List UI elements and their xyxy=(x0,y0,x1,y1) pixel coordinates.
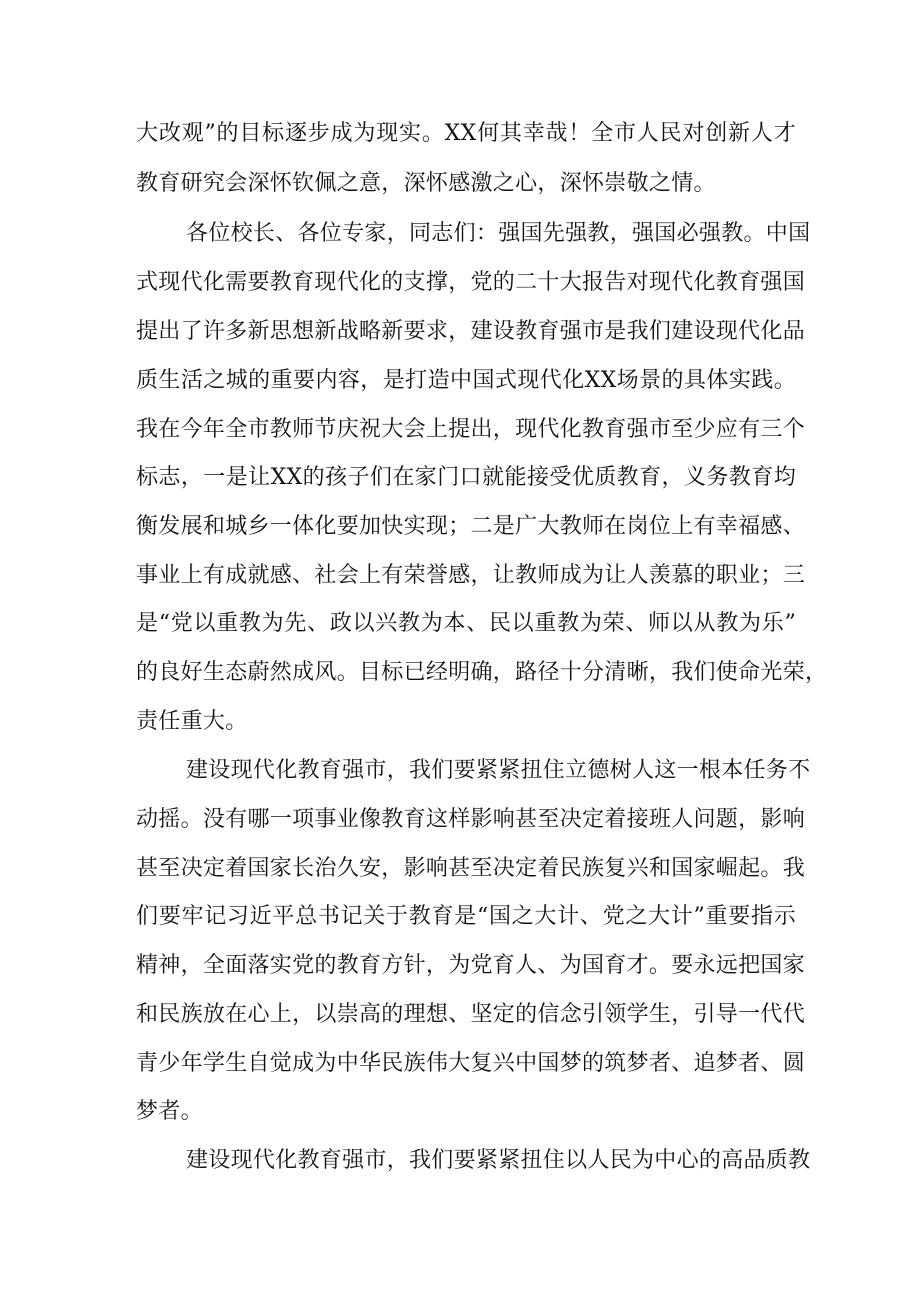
paragraph-first-line: 各位校长、各位专家，同志们：强国先强教，强国必强教。中国 xyxy=(186,221,811,246)
text-line: 教育研究会深怀钦佩之意，深怀感激之心，深怀崇敬之情。 xyxy=(136,171,716,196)
text-line: 精神，全面落实党的教育方针，为党育人、为国育才。要永远把国家 xyxy=(136,953,806,978)
paragraph-first-line: 建设现代化教育强市，我们要紧紧扭住立德树人这一根本任务不 xyxy=(186,758,811,783)
text-line: 责任重大。 xyxy=(136,709,248,734)
text-line: 事业上有成就感、社会上有荣誉感，让教师成为让人羡慕的职业；三 xyxy=(136,563,806,588)
paragraph-first-line: 建设现代化教育强市，我们要紧紧扭住以人民为中心的高品质教 xyxy=(186,1148,811,1173)
text-line: 质生活之城的重要内容，是打造中国式现代化XX场景的具体实践。 xyxy=(136,368,796,393)
text-line: 衡发展和城乡一体化要加快实现；二是广大教师在岗位上有幸福感、 xyxy=(136,514,806,539)
text-line: 我在今年全市教师节庆祝大会上提出，现代化教育强市至少应有三个 xyxy=(136,417,806,442)
text-line: 的良好生态蔚然成风。目标已经明确，路径十分清晰，我们使命光荣， xyxy=(136,660,828,685)
text-line: 是“党以重教为先、政以兴教为本、民以重教为荣、师以从教为乐” xyxy=(136,611,796,636)
text-line: 青少年学生自觉成为中华民族伟大复兴中国梦的筑梦者、追梦者、圆 xyxy=(136,1051,806,1076)
text-line: 和民族放在心上，以崇高的理想、坚定的信念引领学生，引导一代代 xyxy=(136,1002,806,1027)
text-line: 大改观”的目标逐步成为现实。XX何其幸哉！全市人民对创新人才 xyxy=(136,121,796,146)
text-line: 梦者。 xyxy=(136,1099,203,1124)
text-line: 动摇。没有哪一项事业像教育这样影响甚至决定着接班人问题，影响 xyxy=(136,807,806,832)
text-line: 式现代化需要教育现代化的支撑，党的二十大报告对现代化教育强国 xyxy=(136,270,806,295)
text-line: 们要牢记习近平总书记关于教育是“国之大计、党之大计”重要指示 xyxy=(136,904,796,929)
text-line: 提出了许多新思想新战略新要求，建设教育强市是我们建设现代化品 xyxy=(136,319,806,344)
text-line: 标志，一是让XX的孩子们在家门口就能接受优质教育，义务教育均 xyxy=(136,465,796,490)
text-line: 甚至决定着国家长治久安，影响甚至决定着民族复兴和国家崛起。我 xyxy=(136,856,806,881)
